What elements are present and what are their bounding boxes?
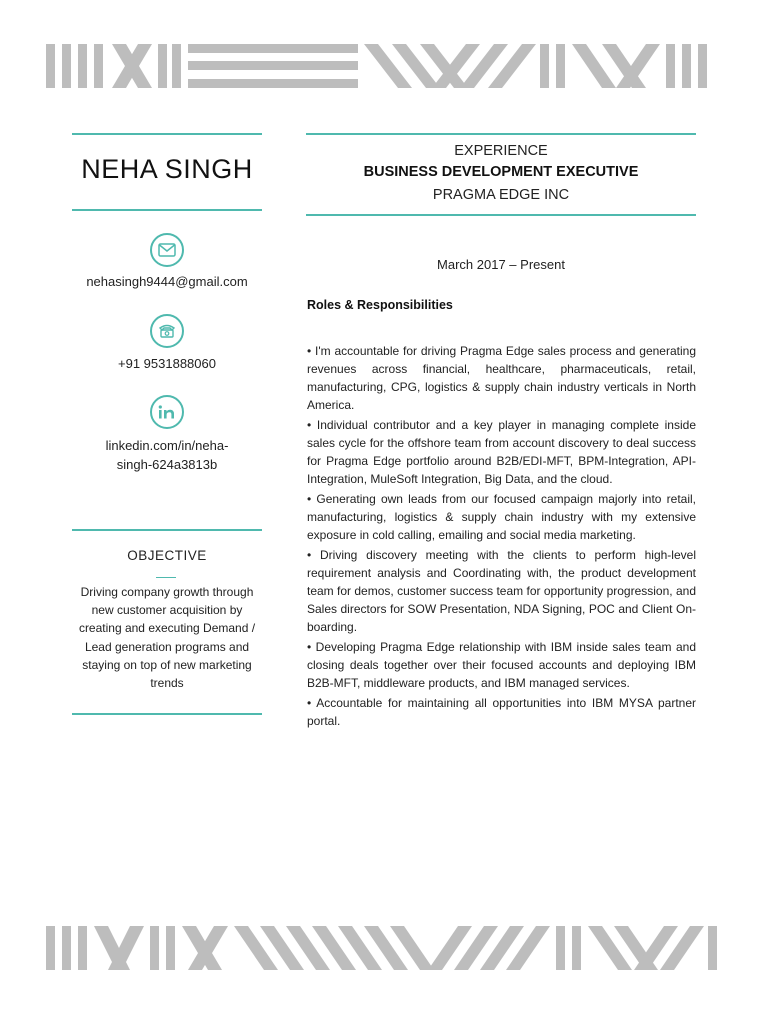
list-item: • Individual contributor and a key player in managing complete inside sales cycle for the offshore team from account discovery to deal success for Pragma Edge portfolio around B2B/EDI-MFT, BPM-Integration, API-Integration, MuleSoft Integration, Big Data, and the cloud. — [307, 418, 696, 486]
list-item: • Developing Pragma Edge relationship with IBM inside sales team and closing deals together over their focused accounts and deploying IBM B2B-MFT, middleware products, and IBM managed services. — [307, 640, 696, 690]
list-item: • I'm accountable for driving Pragma Edge sales process and generating revenues across financial, healthcare, pharmaceuticals, retail, manufacturing, CPG, logistics & supply chain industry verticals in North America. — [307, 344, 696, 412]
decorative-pattern-top — [46, 44, 718, 88]
employment-dates: March 2017 – Present — [437, 257, 565, 272]
divider — [72, 133, 262, 135]
objective-underline — [156, 577, 176, 578]
objective-title: OBJECTIVE — [127, 548, 207, 563]
company-name: PRAGMA EDGE INC — [432, 187, 570, 203]
divider — [306, 133, 696, 135]
job-title: BUSINESS DEVELOPMENT EXECUTIVE — [363, 164, 639, 180]
linkedin-icon — [150, 395, 184, 429]
responsibilities-list — [307, 342, 696, 732]
list-item: • Driving discovery meeting with the clients to perform high-level requirement analysis and Coordinating with, the product development team for demos, customer success team for opportunity progression, and Sales directors for SOW Presentation, NDA Signing, POC and Client On-boarding. — [307, 548, 696, 634]
experience-label: EXPERIENCE — [454, 143, 548, 159]
divider — [306, 214, 696, 216]
divider — [72, 209, 262, 211]
roles-heading: Roles & Responsibilities — [307, 298, 453, 312]
candidate-name: NEHA SINGH — [81, 154, 253, 184]
list-item: • Accountable for maintaining all opportunities into IBM MYSA partner portal. — [307, 696, 696, 728]
decorative-pattern-bottom — [46, 926, 718, 970]
telephone-icon — [150, 314, 184, 348]
list-item: • Generating own leads from our focused campaign majorly into retail, manufacturing, logistics & supply chain industry with my extensive exposure in cold calling, emailing and social media marketing. — [307, 492, 696, 542]
linkedin-url[interactable]: linkedin.com/in/neha-singh-624a3813b — [105, 438, 229, 472]
divider — [72, 529, 262, 531]
divider — [72, 713, 262, 715]
objective-text: Driving company growth through new customer acquisition by creating and executing Demand / Lead generation programs and staying on top of new marketing trends — [78, 585, 256, 691]
envelope-icon — [150, 233, 184, 267]
phone-number[interactable]: +91 9531888060 — [118, 356, 216, 371]
email-address[interactable]: nehasingh9444@gmail.com — [86, 274, 248, 289]
